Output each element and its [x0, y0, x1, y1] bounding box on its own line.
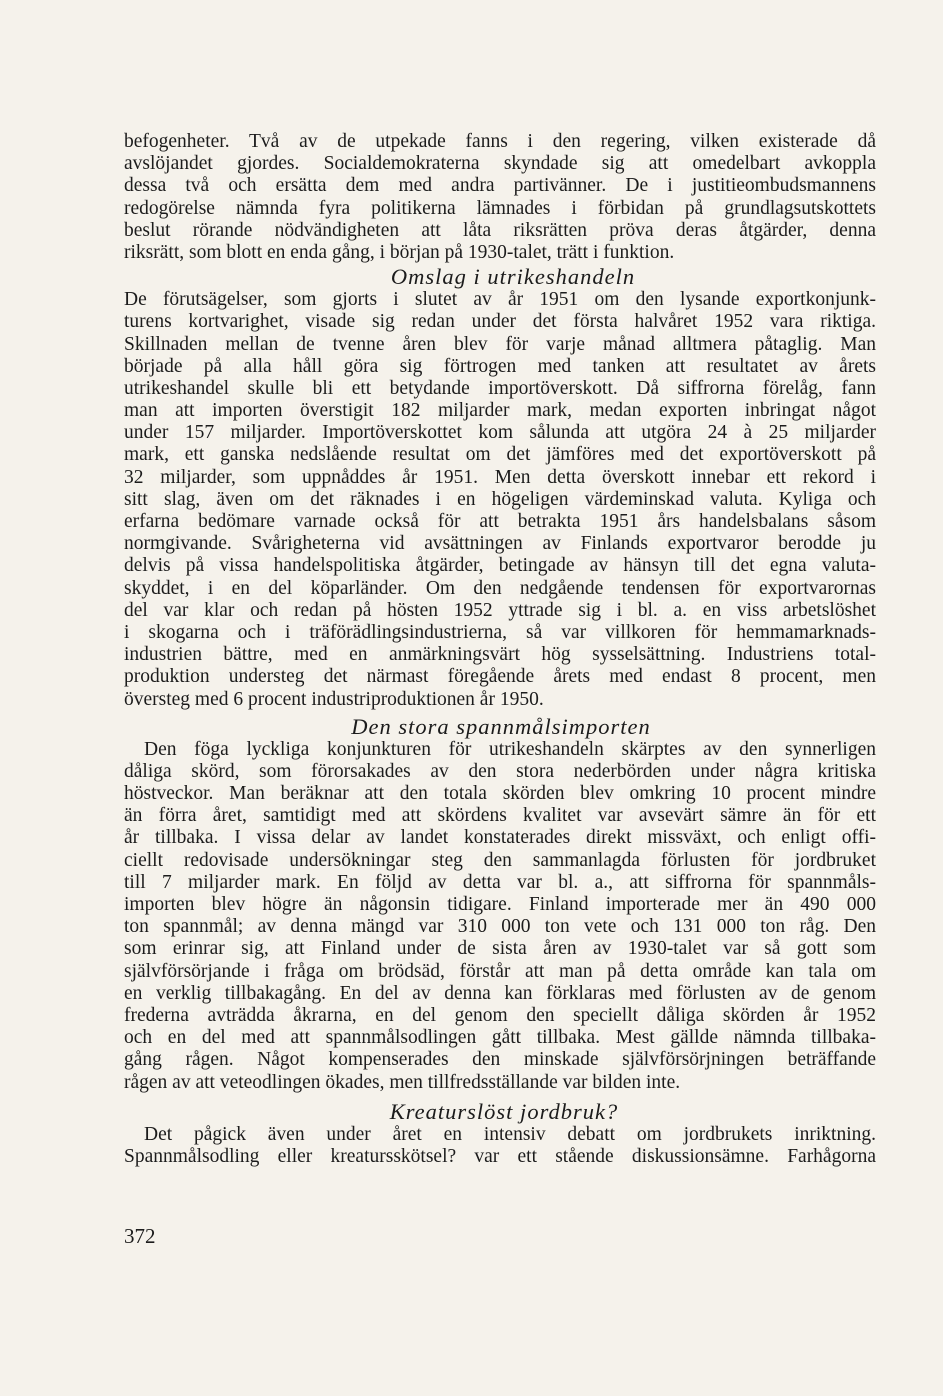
text-line: en verklig tillbakagång. En del av denna kan förklaras med förlusten av de genom — [124, 982, 876, 1004]
section-heading: Kreaturslöst jordbruk? — [389, 1098, 619, 1124]
text-line: avslöjandet gjordes. Socialdemokraterna skyndade sig att omedelbart avkoppla — [124, 153, 876, 175]
text-line: befogenheter. Två av de utpekade fanns i den regering, vilken existerade då — [124, 131, 876, 152]
text-line: mark, ett ganska nedslående resultat om det jämföres med det exportöverskott på — [124, 444, 876, 466]
text-line: självförsörjande i fråga om brödsäd, förstår att man på detta område kan tala om — [124, 960, 876, 982]
text-line: och en del med att spannmålsodlingen gått tillbaka. Mest gällde nämnda tillbaka- — [124, 1027, 876, 1049]
text-line: rågen av att veteodlingen ökades, men tillfredsställande var bilden inte. — [124, 1071, 681, 1093]
section-heading: Den stora spannmålsimporten — [351, 713, 651, 739]
text-line: importen blev högre än någonsin tidigare. Finland importerade mer än 490 000 — [124, 894, 876, 915]
text-line: dåliga skörd, som förorsakades av den stora nederbörden under några kritiska — [124, 760, 876, 782]
paragraph-grain-import — [124, 739, 876, 1094]
text-line: till 7 miljarder mark. En följd av detta var bl. a., att siffrorna för spannmåls- — [124, 871, 876, 893]
paragraph-intro — [124, 131, 876, 264]
page-body — [124, 131, 876, 1168]
text-line: man att importen överstigit 182 miljarder mark, medan exporten inbringat något — [124, 400, 876, 422]
text-line: del var klar och redan på hösten 1952 yttrade sig i bl. a. en viss arbetslöshet — [124, 599, 876, 621]
paragraph-trade — [124, 289, 876, 711]
paragraph-agriculture — [124, 1124, 876, 1168]
text-line: under 157 miljarder. Importöverskottet kom sålunda att utgöra 24 à 25 miljarder — [124, 422, 876, 444]
text-line: 32 miljarder, som uppnåddes år 1951. Men detta överskott innebar ett rekord i — [124, 466, 876, 488]
text-line: skyddet, i en del köparländer. Om den nedgående tendensen för exportvarornas — [124, 577, 876, 599]
text-line: dessa två och ersätta dem med andra partivänner. De i justitieombudsmannens — [124, 175, 876, 197]
text-line: beslut rörande nödvändigheten att låta riksrätten pröva deras åtgärder, denna — [124, 219, 876, 241]
page-number: 372 — [124, 1224, 156, 1248]
text-line: började på alla håll göra sig förtrogen med tanken att resultatet av årets — [124, 355, 876, 377]
text-line: riksrätt, som blott en enda gång, i början på 1930-talet, trätt i funktion. — [124, 241, 675, 263]
text-line: normgivande. Svårigheterna vid avsättningen av Finlands exportvaror berodde ju — [124, 533, 876, 555]
text-line: höstveckor. Man beräknar att den totala skörden blev omkring 10 procent mindre — [124, 783, 876, 805]
text-line: erfarna bedömare varnade också för att betrakta 1951 års handelsbalans såsom — [124, 511, 876, 532]
text-line: i skogarna och i träförädlingsindustrierna, så var villkoren för hemmamarknads- — [124, 621, 876, 643]
text-line: Det pågick även under året en intensiv debatt om jordbrukets inriktning. — [144, 1123, 876, 1145]
text-line: delvis på vissa handelspolitiska åtgärder, betingade av hänsyn till det egna valuta- — [124, 555, 876, 577]
text-line: än förra året, samtidigt med att skördens kvalitet var avsevärt sämre än för ett — [124, 805, 876, 827]
text-line: gång rågen. Något kompenserades den minskade självförsörjningen beträffande — [124, 1049, 876, 1071]
text-line: ton spannmål; av denna mängd var 310 000 ton vete och 131 000 ton råg. Den — [124, 916, 876, 938]
text-line: utrikeshandel skulle bli ett betydande importöverskott. Då siffrorna förelåg, fann — [124, 377, 876, 399]
text-line: som erinrar sig, att Finland under de sista åren av 1930-talet var så gott som — [124, 938, 876, 960]
text-line: frederna avträdda åkrarna, en del genom den speciellt dåliga skörden år 1952 — [124, 1004, 876, 1026]
text-line: år tillbaka. I vissa delar av landet konstaterades direkt missväxt, och enligt offi- — [124, 827, 876, 849]
section-heading: Omslag i utrikeshandeln — [390, 264, 636, 290]
text-line: ciellt redovisade undersökningar steg den sammanlagda förlusten för jordbruket — [124, 849, 876, 871]
text-line: produktion understeg det närmast föregående årets med endast 8 procent, men — [124, 666, 876, 688]
text-line: Spannmålsodling eller kreatursskötsel? var ett stående diskussionsämne. Farhågorna — [124, 1145, 876, 1167]
text-line: översteg med 6 procent industriproduktionen år 1950. — [124, 688, 544, 710]
text-line: redogörelse nämnda fyra politikerna lämnades i förbidan på grundlagsutskottets — [124, 197, 876, 219]
text-line: Den föga lyckliga konjunkturen för utrikeshandeln skärptes av den synnerligen — [144, 738, 876, 760]
text-line: industrien bättre, med en anmärkningsvärt hög sysselsättning. Industriens total- — [124, 644, 876, 666]
text-line: Skillnaden mellan de tvenne åren blev för varje månad alltmera påtaglig. Man — [124, 333, 876, 355]
text-line: turens kortvarighet, visade sig redan under det första halvåret 1952 vara riktiga. — [124, 311, 876, 333]
text-line: sitt slag, även om det räknades i en högeligen värdeminskad valuta. Kyliga och — [124, 488, 876, 510]
text-line: De förutsägelser, som gjorts i slutet av år 1951 om den lysande exportkonjunk- — [124, 289, 876, 311]
